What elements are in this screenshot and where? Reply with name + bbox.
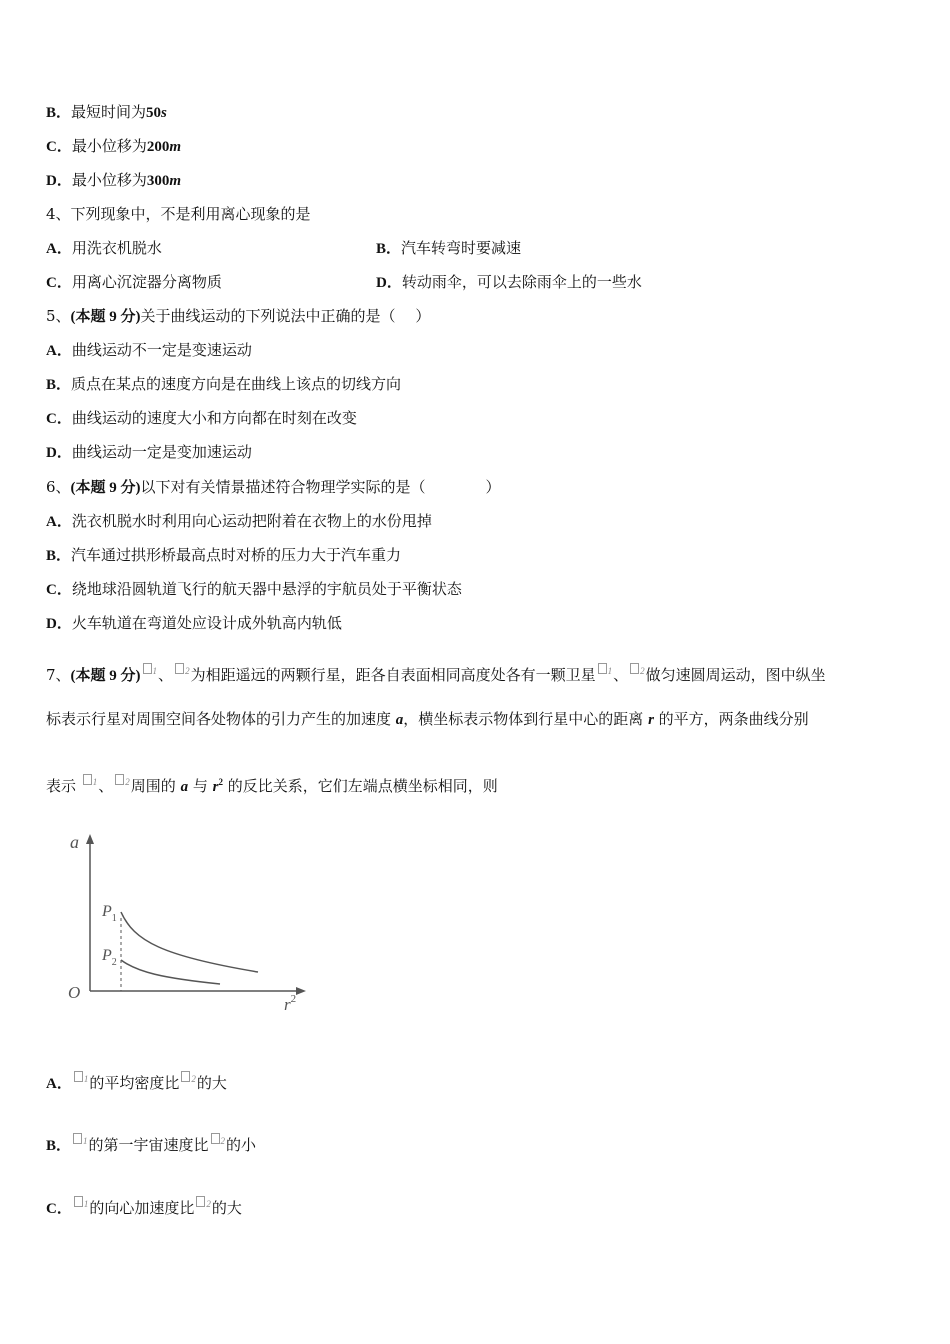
p2-label: $P_2$	[102, 947, 117, 968]
option-c-prev: C．最小位移为200m	[46, 137, 182, 155]
q7-stem-line3: 表示 $^1$、 $^2$周围的 a 与 $r^2$ 的反比关系，它们左端点横坐标相同，则	[46, 772, 498, 797]
q5-option-d: D．曲线运动一定是变加速运动	[46, 443, 252, 461]
missing-image-icon	[598, 663, 607, 674]
q7-option-a: A． $^1$的平均密度比 $^2$的大	[46, 1069, 227, 1094]
x-axis-label: $r^2$	[284, 993, 297, 1014]
missing-image-icon	[181, 1071, 190, 1082]
q7-option-b: B． $^1$的第一宇宙速度比 $^2$的小	[46, 1131, 256, 1156]
q4-stem: 4、下列现象中，不是利用离心现象的是	[46, 205, 311, 223]
q5-option-a: A．曲线运动不一定是变速运动	[46, 341, 252, 359]
curve-p1	[121, 912, 258, 972]
acceleration-graph	[62, 826, 312, 1016]
y-axis-arrow-icon	[86, 834, 94, 844]
q4-option-c: C．用离心沉淀器分离物质	[46, 273, 222, 291]
option-b-prev: B．最短时间为50s	[46, 103, 167, 121]
x-axis-arrow-icon	[296, 987, 306, 995]
q5-stem: 5、(本题 9 分)关于曲线运动的下列说法中正确的是（ ）	[46, 307, 431, 325]
q5-option-c: C．曲线运动的速度大小和方向都在时刻在改变	[46, 409, 357, 427]
missing-image-icon	[196, 1196, 205, 1207]
q6-option-a: A．洗衣机脱水时利用向心运动把附着在衣物上的水份甩掉	[46, 512, 432, 530]
p1-label: $P_1$	[102, 903, 117, 924]
missing-image-icon	[630, 663, 639, 674]
missing-image-icon	[115, 774, 124, 785]
missing-image-icon	[74, 1196, 83, 1207]
missing-image-icon	[175, 663, 184, 674]
missing-image-icon	[83, 774, 92, 785]
q4-option-d: D．转动雨伞，可以去除雨伞上的一些水	[376, 273, 642, 291]
q4-option-b: B．汽车转弯时要减速	[376, 239, 522, 257]
q7-stem-line2: 标表示行星对周围空间各处物体的引力产生的加速度 a，横坐标表示物体到行星中心的距离 r 的平方，两条曲线分别	[46, 710, 809, 728]
q4-option-a: A．用洗衣机脱水	[46, 239, 162, 257]
option-d-prev: D．最小位移为300m	[46, 171, 182, 189]
missing-image-icon	[143, 663, 152, 674]
curve-p2	[121, 960, 220, 984]
q6-option-d: D．火车轨道在弯道处应设计成外轨高内轨低	[46, 614, 342, 632]
missing-image-icon	[211, 1133, 220, 1144]
y-axis-label: a	[70, 832, 79, 852]
q7-option-c: C． $^1$的向心加速度比 $^2$的大	[46, 1194, 242, 1219]
origin-label: O	[68, 983, 81, 1002]
q6-option-b: B．汽车通过拱形桥最高点时对桥的压力大于汽车重力	[46, 546, 402, 564]
q6-stem: 6、(本题 9 分)以下对有关情景描述符合物理学实际的是（ ）	[46, 478, 501, 496]
q6-option-c: C．绕地球沿圆轨道飞行的航天器中悬浮的宇航员处于平衡状态	[46, 580, 462, 598]
missing-image-icon	[74, 1071, 83, 1082]
q7-stem-line1: 7、(本题 9 分) $^1$、 $^2$为相距遥远的两颗行星，距各自表面相同高度处各有一颗卫星 $^1$、 $^2$做匀速圆周运动，图中纵坐	[46, 661, 826, 686]
q5-option-b: B．质点在某点的速度方向是在曲线上该点的切线方向	[46, 375, 402, 393]
missing-image-icon	[73, 1133, 82, 1144]
